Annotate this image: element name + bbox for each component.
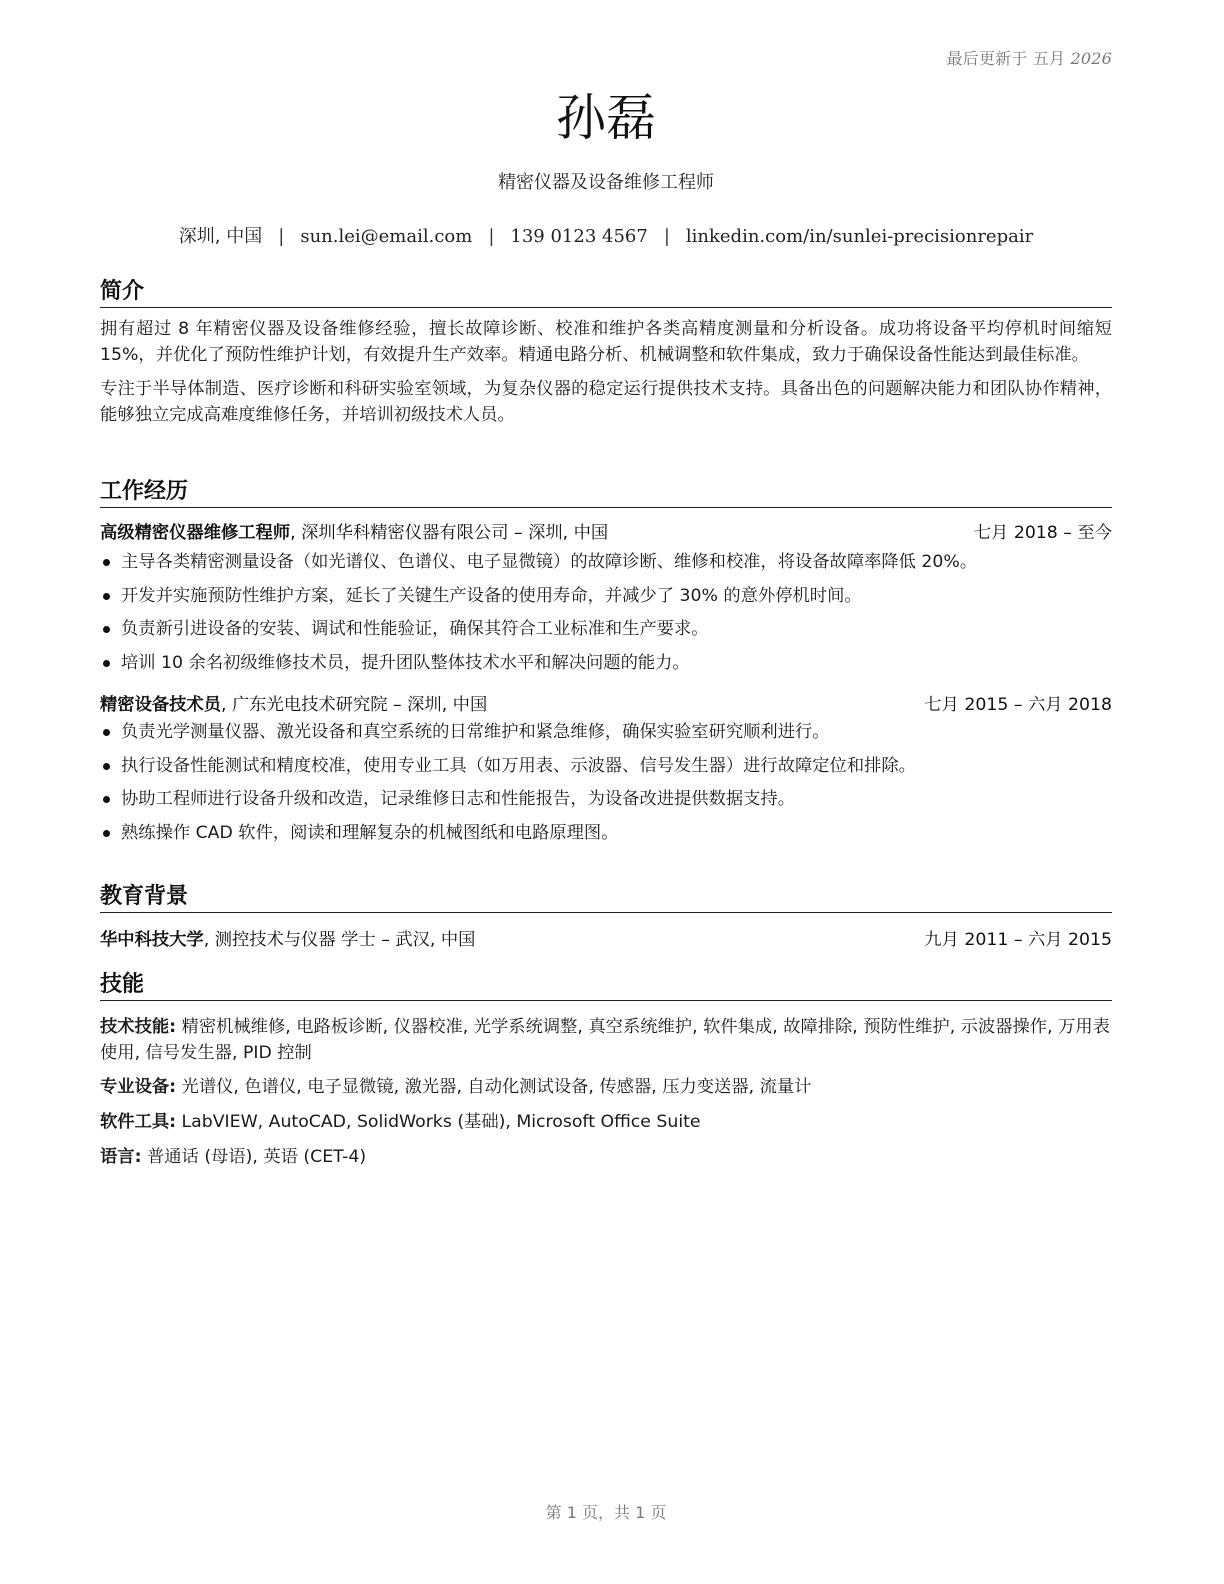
list-item: 执行设备性能测试和精度校准，使用专业工具（如万用表、示波器、信号发生器）进行故障定位和排除。	[100, 753, 1112, 787]
list-item: 协助工程师进行设备升级和改造，记录维修日志和性能报告，为设备改进提供数据支持。	[100, 786, 1112, 820]
job-dates: 七月 2015 – 六月 2018	[924, 695, 1112, 715]
skill-line	[100, 1144, 1112, 1170]
contact-separator: |	[488, 226, 495, 247]
last-updated	[946, 46, 1112, 69]
job-header	[100, 692, 1112, 718]
education-detail: , 测控技术与仪器 学士 – 武汉, 中国	[203, 930, 476, 950]
resume-page	[100, 0, 1112, 1584]
job-bullets	[100, 549, 1112, 683]
section-title-skills: 技能	[100, 971, 1112, 1001]
list-item: 开发并实施预防性维护方案，延长了关键生产设备的使用寿命，并减少了 30% 的意外停机时间。	[100, 583, 1112, 617]
list-item: 负责新引进设备的安装、调试和性能验证，确保其符合工业标准和生产要求。	[100, 616, 1112, 650]
skill-label: 专业设备:	[100, 1077, 177, 1097]
skill-label: 软件工具:	[100, 1112, 177, 1132]
section-title-summary: 简介	[100, 278, 1112, 308]
contact-location: 深圳, 中国	[178, 226, 263, 247]
skill-value: 普通话 (母语), 英语 (CET-4)	[141, 1147, 367, 1167]
summary-paragraph: 拥有超过 8 年精密仪器及设备维修经验，擅长故障诊断、校准和维护各类高精度测量和分析设备。成功将设备平均停机时间缩短 15%，并优化了预防性维护计划，有效提升生产效率。精通电路分析、机械调整和软件集成，致力于确保设备性能达到最佳标准。	[100, 319, 1112, 365]
last-updated-year: 2026	[1070, 49, 1112, 68]
experience-section	[100, 478, 1112, 853]
candidate-name: 孙磊	[556, 89, 656, 147]
contact-line	[100, 224, 1112, 250]
skill-line	[100, 1014, 1112, 1066]
job-org: , 深圳华科精密仪器有限公司 – 深圳, 中国	[290, 523, 609, 543]
education-section	[100, 883, 1112, 953]
skill-line	[100, 1074, 1112, 1100]
contact-email[interactable]: sun.lei@email.com	[300, 226, 473, 247]
job-position: 高级精密仪器维修工程师	[100, 523, 291, 543]
job-header	[100, 520, 1112, 546]
contact-separator: |	[663, 226, 670, 247]
skill-value: 精密机械维修, 电路板诊断, 仪器校准, 光学系统调整, 真空系统维护, 软件集成, 故障排除, 预防性维护, 示波器操作, 万用表使用, 信号发生器, PID 控制	[100, 1017, 1110, 1063]
skill-value: 光谱仪, 色谱仪, 电子显微镜, 激光器, 自动化测试设备, 传感器, 压力变送器, 流量计	[176, 1077, 812, 1097]
skill-label: 技术技能:	[100, 1017, 177, 1037]
job-entry	[100, 520, 1112, 683]
last-updated-prefix: 最后更新于 五月	[946, 49, 1066, 68]
list-item: 主导各类精密测量设备（如光谱仪、色谱仪、电子显微镜）的故障诊断、维修和校准，将设备故障率降低 20%。	[100, 549, 1112, 583]
section-title-experience: 工作经历	[100, 478, 1112, 508]
job-org: , 广东光电技术研究院 – 深圳, 中国	[220, 695, 488, 715]
job-bullets	[100, 719, 1112, 853]
skills-section	[100, 971, 1112, 1170]
list-item: 熟练操作 CAD 软件，阅读和理解复杂的机械图纸和电路原理图。	[100, 820, 1112, 854]
contact-phone: 139 0123 4567	[510, 226, 648, 247]
skill-line	[100, 1109, 1112, 1135]
candidate-role: 精密仪器及设备维修工程师	[498, 172, 714, 193]
contact-separator: |	[278, 226, 285, 247]
skill-value: LabVIEW, AutoCAD, SolidWorks (基础), Microsoft Office Suite	[176, 1112, 701, 1132]
education-school: 华中科技大学	[100, 930, 204, 950]
contact-linkedin[interactable]: linkedin.com/in/sunlei-precisionrepair	[685, 226, 1034, 247]
job-dates: 七月 2018 – 至今	[973, 523, 1112, 543]
section-title-education: 教育背景	[100, 883, 1112, 913]
list-item: 负责光学测量仪器、激光设备和真空系统的日常维护和紧急维修，确保实验室研究顺利进行。	[100, 719, 1112, 753]
education-dates: 九月 2011 – 六月 2015	[924, 930, 1112, 950]
list-item: 培训 10 余名初级维修技术员，提升团队整体技术水平和解决问题的能力。	[100, 650, 1112, 684]
page-footer: 第 1 页，共 1 页	[545, 1503, 667, 1522]
job-position: 精密设备技术员	[100, 695, 221, 715]
summary-paragraph: 专注于半导体制造、医疗诊断和科研实验室领域，为复杂仪器的稳定运行提供技术支持。具备出色的问题解决能力和团队协作精神，能够独立完成高难度维修任务，并培训初级技术人员。	[100, 379, 1112, 425]
skill-label: 语言:	[100, 1147, 142, 1167]
job-entry	[100, 692, 1112, 853]
education-entry	[100, 927, 1112, 953]
summary-section	[100, 278, 1112, 428]
